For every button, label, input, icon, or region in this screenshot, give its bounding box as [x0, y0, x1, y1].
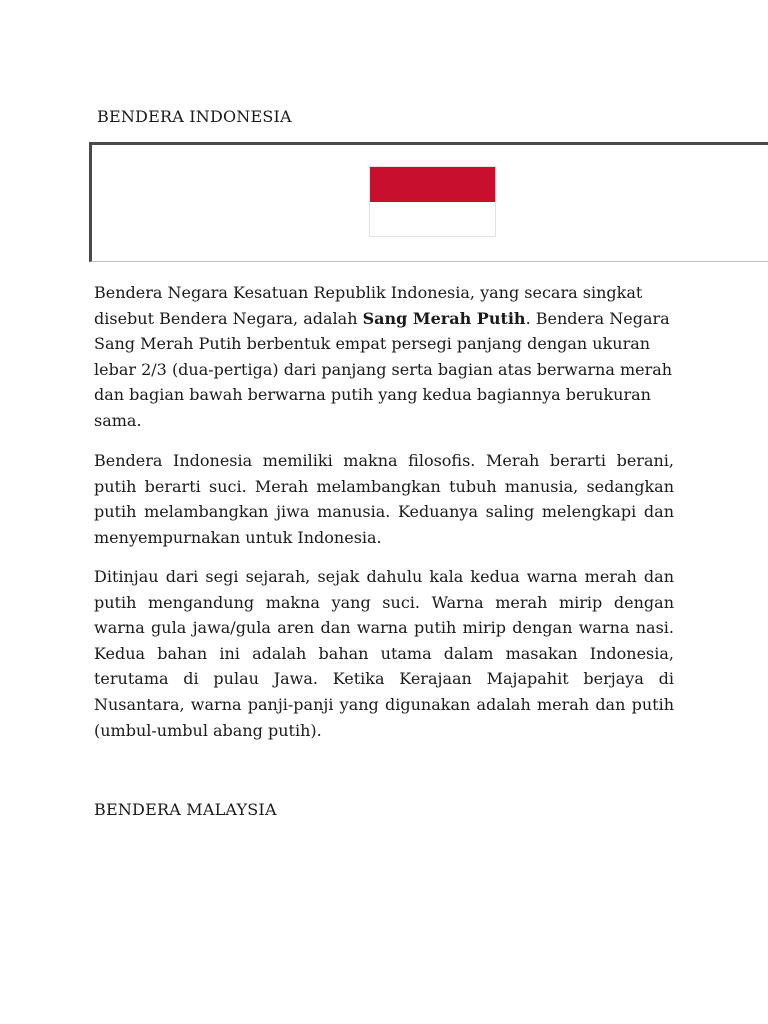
sang-merah-putih-bold: Sang Merah Putih [362, 308, 526, 328]
paragraph-definition [94, 280, 674, 434]
flag-red-stripe [370, 167, 495, 202]
heading-bendera-malaysia: BENDERA MALAYSIA [94, 800, 277, 819]
heading-bendera-indonesia: BENDERA INDONESIA [97, 107, 292, 126]
paragraph-definition-part1: Bendera Negara Kesatuan Republik Indonesia, yang secara singkat disebut Bendera Negara, adalah [94, 283, 643, 328]
flag-white-stripe [370, 202, 495, 237]
indonesia-flag-image [369, 166, 496, 237]
paragraph-definition-part2: . Bendera Negara Sang Merah Putih berbentuk empat persegi panjang dengan ukuran lebar 2/3 (dua-pertiga) dari panjang serta bagian atas berwarna merah dan bagian bawah berwarna putih yang kedua bagiannya berukuran sama. [94, 308, 673, 430]
paragraph-philosophy: Bendera Indonesia memiliki makna filosofis. Merah berarti berani, putih berarti suci. Merah melambangkan tubuh manusia, sedangkan putih melambangkan jiwa manusia. Keduanya saling melengkapi dan menyempurnakan untuk Indonesia. [94, 451, 674, 547]
paragraph-history: Ditinjau dari segi sejarah, sejak dahulu kala kedua warna merah dan putih mengandung makna yang suci. Warna merah mirip dengan warna gula jawa/gula aren dan warna putih mirip dengan warna nasi. Kedua bahan ini adalah bahan utama dalam masakan Indonesia, terutama di pulau Jawa. Ketika Kerajaan Majapahit berjaya di Nusantara, warna panji-panji yang digunakan adalah merah dan putih (umbul-umbul abang putih). [94, 567, 674, 740]
